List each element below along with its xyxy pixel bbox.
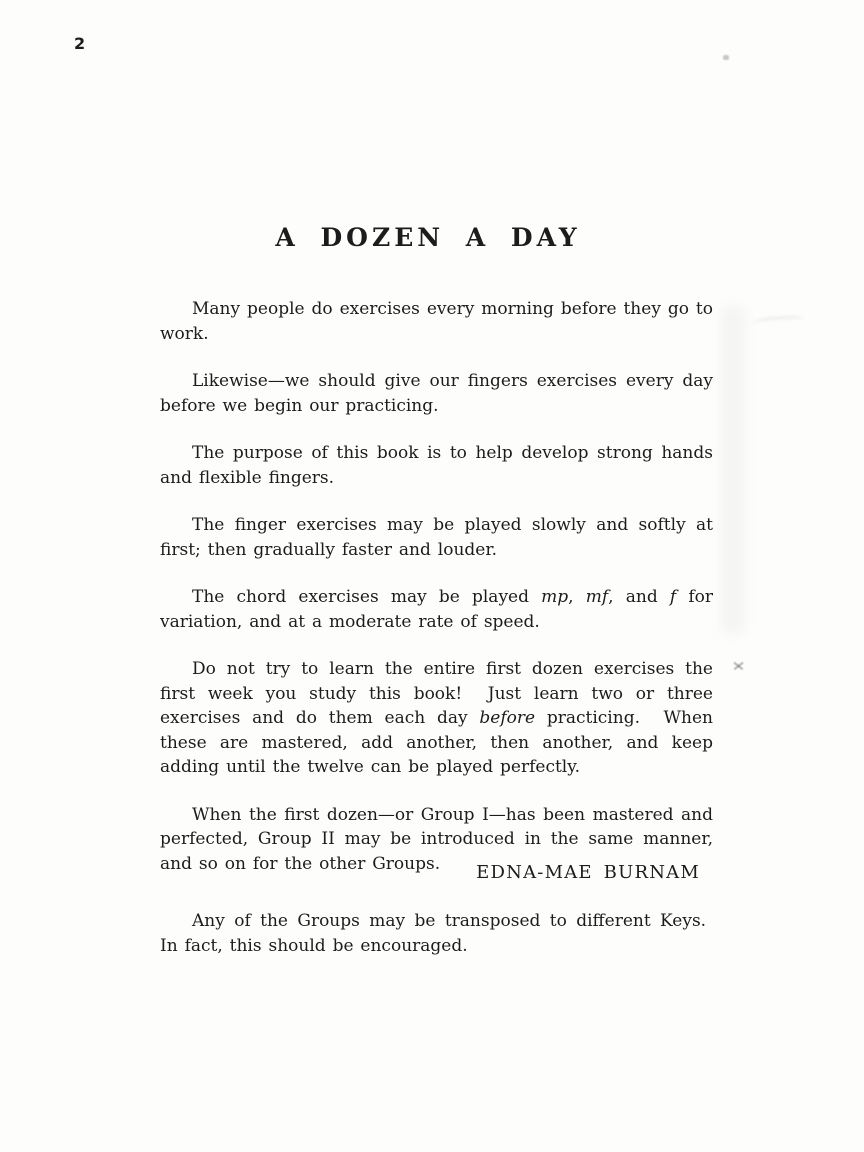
scan-smudge-band bbox=[720, 305, 746, 635]
paragraph: When the first dozen—or Group I—has been mastered and perfected, Group II may be introduced in the same manner, and so on for the other Groups. bbox=[160, 804, 713, 874]
paragraph: Likewise—we should give our fingers exercises every day before we begin our practicing. bbox=[160, 371, 713, 416]
paragraph: Do not try to learn the entire first dozen exercises the first week you study this book! Just learn two or three exercises and do them each day before practicing. When these are mastered, add another, then another, and keep adding until the twelve can be played perfectly. bbox=[160, 659, 713, 777]
paragraph: The chord exercises may be played mp, mf, and f for variation, and at a moderate rate of speed. bbox=[160, 587, 713, 632]
paragraph: Any of the Groups may be transposed to different Keys. In fact, this should be encouraged. bbox=[160, 911, 713, 956]
author-signature: EDNA-MAE BURNAM bbox=[476, 862, 700, 883]
scan-smudge-dot bbox=[723, 55, 729, 60]
page-number: 2 bbox=[74, 34, 86, 53]
paragraph: The purpose of this book is to help develop strong hands and flexible fingers. bbox=[160, 443, 713, 488]
page-title: A DOZEN A DAY bbox=[275, 223, 581, 252]
paragraph: Many people do exercises every morning before they go to work. bbox=[160, 299, 713, 344]
scan-smudge-x-mark bbox=[733, 660, 744, 671]
paragraph: The finger exercises may be played slowly and softly at first; then gradually faster and louder. bbox=[160, 515, 713, 560]
scan-smudge-squiggle bbox=[752, 315, 805, 330]
preface-text bbox=[160, 297, 713, 958]
